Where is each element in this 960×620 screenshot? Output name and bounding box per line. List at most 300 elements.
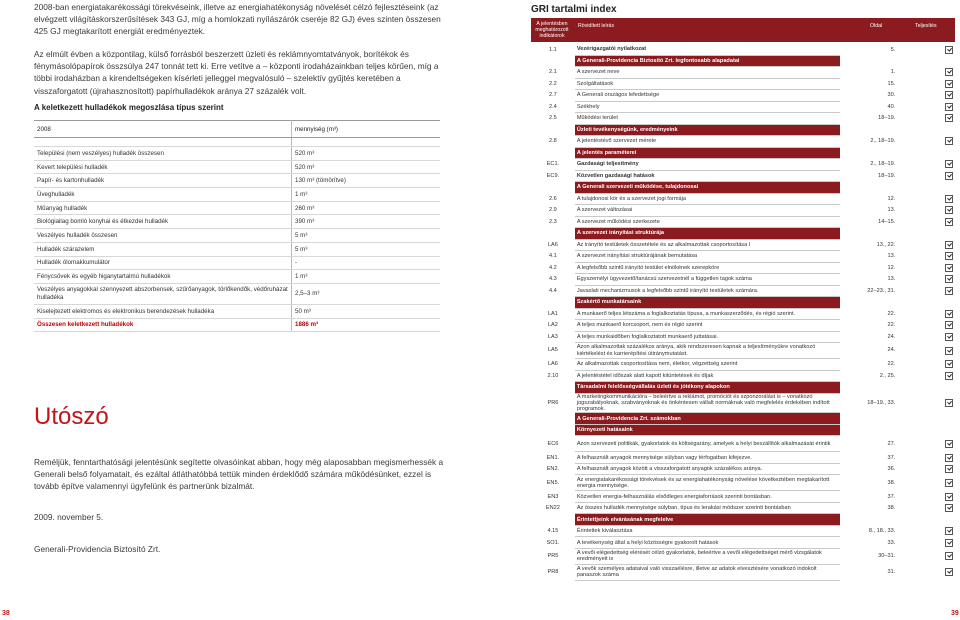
gri-row xyxy=(531,463,955,475)
page-reference: 27. xyxy=(887,440,896,447)
completion-cell xyxy=(899,216,955,228)
page-reference: 40. xyxy=(887,103,896,110)
gri-row xyxy=(531,452,955,464)
indicator-code: 1.1 xyxy=(549,46,557,53)
indicator-code xyxy=(531,147,575,159)
gri-row xyxy=(531,159,955,171)
completion-cell xyxy=(899,182,955,194)
page-reference xyxy=(840,147,900,159)
waste-table-header-row xyxy=(34,121,440,138)
gri-row xyxy=(531,525,955,537)
waste-quantity: 520 m³ xyxy=(292,160,441,174)
indicator-code: 4.1 xyxy=(549,253,557,260)
page-reference: 37. xyxy=(887,493,896,500)
checkbox-checked-icon xyxy=(945,114,953,122)
completion-cell xyxy=(899,491,955,503)
checkbox-checked-icon xyxy=(945,465,953,473)
indicator-code: EC6 xyxy=(547,440,559,447)
table-row xyxy=(34,147,440,161)
indicator-description: A szervezet neve xyxy=(575,67,840,79)
gri-row xyxy=(531,359,955,371)
completion-cell xyxy=(899,274,955,286)
checkbox-checked-icon xyxy=(945,160,953,168)
page-reference: 37. xyxy=(887,454,896,461)
completion-cell xyxy=(899,308,955,320)
indicator-description: A szervezet változásai xyxy=(575,205,840,217)
gri-table xyxy=(531,44,955,581)
checkbox-checked-icon xyxy=(945,493,953,501)
waste-type: Fénycsövek és egyéb higanytartalmú hulladékok xyxy=(34,270,292,284)
page-reference: 18–19., 33. xyxy=(867,399,896,406)
page-reference: 13. xyxy=(887,276,896,283)
header-indicator: A jelentésben meghatározott indikátorok xyxy=(535,21,569,39)
page-reference: 15. xyxy=(887,80,896,87)
gri-row xyxy=(531,251,955,263)
checkbox-checked-icon xyxy=(945,252,953,260)
section-row xyxy=(531,424,955,436)
indicator-code: 2.4 xyxy=(549,103,557,110)
gri-row xyxy=(531,393,955,413)
page-reference: 13. xyxy=(887,253,896,260)
gri-row xyxy=(531,491,955,503)
gri-row xyxy=(531,44,955,55)
page-reference xyxy=(840,382,900,394)
indicator-code xyxy=(531,514,575,526)
gri-row xyxy=(531,331,955,343)
completion-cell xyxy=(899,205,955,217)
gri-row xyxy=(531,90,955,102)
waste-quantity: 5 m³ xyxy=(292,229,441,243)
waste-type: Kiselejtezett elektromos és elektronikus berendezések hulladéka xyxy=(34,304,292,318)
indicator-description: A legfelsőbb szintű irányító testület elnökének szerepköre xyxy=(575,262,840,274)
checkbox-checked-icon xyxy=(945,275,953,283)
section-row xyxy=(531,147,955,159)
page-reference: 13. xyxy=(887,207,896,214)
gri-table-header xyxy=(531,18,955,42)
waste-type: Műanyag hulladék xyxy=(34,201,292,215)
indicator-code: LA1 xyxy=(547,310,558,317)
indicator-description: Érintettek kiválasztása xyxy=(575,525,840,537)
indicator-description: A szervezet működési szerkezete xyxy=(575,216,840,228)
indicator-description: Szakértő munkatársaink xyxy=(575,297,840,309)
indicator-code xyxy=(531,382,575,394)
completion-cell xyxy=(899,147,955,159)
waste-quantity: 260 m³ xyxy=(292,201,441,215)
indicator-description: A tulajdonosi kör és a szervezet jogi formája xyxy=(575,193,840,205)
completion-cell xyxy=(899,251,955,263)
waste-quantity: 5 m³ xyxy=(292,242,441,256)
gri-row xyxy=(531,370,955,382)
indicator-description: A marketingkommunikációra – beleértve a reklámot, promóciót és szponzorálást is – vonatkozó jogszabályoknak, szabványoknak és önkéntesen vállalt normáknak való megfelelés érdekében indított programok. xyxy=(575,393,840,413)
table-row xyxy=(34,270,440,284)
indicator-description: Székhely xyxy=(575,101,840,113)
table-row xyxy=(34,242,440,256)
completion-cell xyxy=(899,159,955,171)
page-reference xyxy=(840,182,900,194)
indicator-code xyxy=(531,424,575,436)
company-signature: Generali-Providencia Biztosító Zrt. xyxy=(34,544,161,554)
indicator-description: Az alkalmazottak csoportosítása nem, életkor, végzettség szerint xyxy=(575,359,840,371)
gri-row xyxy=(531,78,955,90)
page-reference: 31. xyxy=(887,569,896,576)
gri-row xyxy=(531,216,955,228)
checkbox-checked-icon xyxy=(945,568,953,576)
indicator-code: EN3 xyxy=(547,493,559,500)
waste-type: Hulladék ólomakkumulátor xyxy=(34,256,292,270)
indicator-description: A vevők személyes adataival való visszaélésre, illetve az adatok elvesztésére vonatkozó indokolt panaszok száma xyxy=(575,564,840,580)
checkbox-checked-icon xyxy=(945,321,953,329)
gri-row xyxy=(531,502,955,514)
waste-quantity: 1 m³ xyxy=(292,188,441,202)
gri-row xyxy=(531,239,955,251)
page-number-left: 38 xyxy=(2,610,10,617)
page-reference xyxy=(840,124,900,136)
waste-quantity: 50 m³ xyxy=(292,304,441,318)
table-row xyxy=(34,256,440,270)
waste-table-title: A keletkezett hulladékok megoszlása típus szerint xyxy=(34,103,224,112)
checkbox-checked-icon xyxy=(945,195,953,203)
waste-quantity: 1 m³ xyxy=(292,270,441,284)
table-row xyxy=(34,304,440,318)
closing-heading: Utószó xyxy=(34,403,109,430)
gri-row xyxy=(531,101,955,113)
completion-cell xyxy=(899,463,955,475)
gri-row xyxy=(531,285,955,297)
table-row xyxy=(34,160,440,174)
total-value: 1886 m³ xyxy=(292,318,441,332)
indicator-description: Azon alkalmazottak százalékos aránya, akik rendszeresen kapnak a teljesítményükre vonatkozó kiértékelést és karrierépítési útiránymutatást. xyxy=(575,343,840,359)
indicator-description: Érintettjeink elvárásának megfelelve xyxy=(575,514,840,526)
page-reference: 38. xyxy=(887,505,896,512)
indicator-description: Egyszemélyi ügyvezető/tanácsú szervezetnél a független tagok száma xyxy=(575,274,840,286)
indicator-code: 2.5 xyxy=(549,115,557,122)
gri-row xyxy=(531,564,955,580)
indicator-description: Az összes hulladék mennyisége súlyban, típus és lerakási módszer szerinti bontásban xyxy=(575,502,840,514)
indicator-description: A tevékenység által a helyi közösségre gyakorolt hatások xyxy=(575,537,840,549)
page-reference: 13., 22. xyxy=(876,241,896,248)
indicator-code xyxy=(531,55,575,67)
checkbox-checked-icon xyxy=(945,103,953,111)
indicator-code: 2.9 xyxy=(549,207,557,214)
total-label: Összesen keletkezett hulladékok xyxy=(34,318,292,332)
waste-quantity: - xyxy=(292,256,441,270)
page-reference: 2., 18–19. xyxy=(870,138,896,145)
indicator-description: Azon szervezeti politikák, gyakorlatok és költségarány, amelyek a helyi beszállítók alkalmazását érintik xyxy=(575,436,840,452)
completion-cell xyxy=(899,136,955,148)
page-reference: 22. xyxy=(887,361,896,368)
section-row xyxy=(531,382,955,394)
completion-cell xyxy=(899,170,955,182)
completion-cell xyxy=(899,548,955,564)
spacer-cell xyxy=(292,138,441,147)
indicator-code: 4.3 xyxy=(549,276,557,283)
checkbox-checked-icon xyxy=(945,218,953,226)
checkbox-checked-icon xyxy=(945,539,953,547)
checkbox-checked-icon xyxy=(945,440,953,448)
indicator-code: LA2 xyxy=(547,322,558,329)
indicator-code: 4.15 xyxy=(547,528,559,535)
right-page xyxy=(480,0,960,620)
waste-type: Kevert települési hulladék xyxy=(34,160,292,174)
waste-type: Veszélyes hulladék összesen xyxy=(34,229,292,243)
indicator-description: Az energiatakarékossági törekvések és az energiahatékonyság növelése következtében megtakarított energia mennyisége. xyxy=(575,475,840,491)
completion-cell xyxy=(899,502,955,514)
page-reference: 12. xyxy=(887,195,896,202)
page-reference: 1. xyxy=(890,69,896,76)
section-row xyxy=(531,182,955,194)
indicator-description: A szervezet irányítási struktúrájának bemutatása xyxy=(575,251,840,263)
checkbox-checked-icon xyxy=(945,333,953,341)
indicator-code xyxy=(531,228,575,240)
completion-cell xyxy=(899,393,955,413)
paper-usage-paragraph: Az elmúlt évben a központilag, külső forrásból beszerzett üzleti és reklámnyomtatványok, borítékok és fénymásolópapírok összsúlya 247 tonnát tett ki. Erre vetítve a – központi irodaházainkban teljes körűen, míg a többi irodaházban a kirendeltségeken kísérleti jelleggel megvalósuló – szelektív gyűjtés keretében a visszaforgatott (újrahasznosított) papírhulladékok aránya 27 százalék volt. xyxy=(34,49,439,96)
section-row xyxy=(531,297,955,309)
page-reference xyxy=(840,55,900,67)
checkbox-checked-icon xyxy=(945,399,953,407)
section-row xyxy=(531,413,955,425)
checkbox-checked-icon xyxy=(945,287,953,295)
completion-cell xyxy=(899,78,955,90)
indicator-description: Társadalmi felelősségvállalás üzleti és jótékony alapokon xyxy=(575,382,840,394)
indicator-code: PR5 xyxy=(547,553,559,560)
indicator-description: Közvetlen gazdasági hatások xyxy=(575,170,840,182)
completion-cell xyxy=(899,297,955,309)
completion-cell xyxy=(899,382,955,394)
table-row xyxy=(34,201,440,215)
completion-cell xyxy=(899,413,955,425)
completion-cell xyxy=(899,370,955,382)
gri-row xyxy=(531,262,955,274)
completion-cell xyxy=(899,228,955,240)
page-reference xyxy=(840,424,900,436)
section-row xyxy=(531,124,955,136)
closing-paragraph: Reméljük, fenntarthatósági jelentésünk segítette olvasóinkat abban, hogy még alaposabban megismerhessék a Generali belső folyamatait, és ezáltal átláthatóbbá tettük minden érdeklődő számára működésünket, ezzel is tovább építve valamennyi ügyfelünk és partnerünk bizalmát. xyxy=(34,457,444,492)
spacer-row xyxy=(34,138,440,147)
indicator-description: A Generali szervezeti működése, tulajdonosai xyxy=(575,182,840,194)
gri-row xyxy=(531,343,955,359)
indicator-code: 4.2 xyxy=(549,264,557,271)
indicator-description: A teljes munkaerő korcsoport, nem és régió szerint xyxy=(575,320,840,332)
indicator-code: 2.1 xyxy=(549,69,557,76)
waste-type: Veszélyes anyagokkal szennyezett abszorbensek, szűrőanyagok, törlőkendők, védőruházat hulladéka xyxy=(34,283,292,304)
completion-cell xyxy=(899,193,955,205)
page-reference: 2., 25. xyxy=(879,372,896,379)
waste-table xyxy=(34,120,440,332)
page-reference: 38. xyxy=(887,479,896,486)
indicator-code: 2.2 xyxy=(549,80,557,87)
page-reference: 5. xyxy=(890,46,896,53)
page-reference: 12. xyxy=(887,264,896,271)
indicator-code: LA5 xyxy=(547,347,558,354)
page-reference: 30–31. xyxy=(878,553,896,560)
completion-cell xyxy=(899,331,955,343)
completion-cell xyxy=(899,67,955,79)
header-quantity: mennyiség (m³) xyxy=(292,121,441,138)
completion-cell xyxy=(899,475,955,491)
indicator-description: A jelentés paraméterei xyxy=(575,147,840,159)
spacer-cell xyxy=(34,138,292,147)
indicator-description: A felhasznált anyagok mennyisége súlyban vagy térfogatban kifejezve. xyxy=(575,452,840,464)
indicator-code: 2.8 xyxy=(549,138,557,145)
indicator-description: A Generali-Providencia Biztosító Zrt. legfontosabb alapadatai xyxy=(575,55,840,67)
checkbox-checked-icon xyxy=(945,46,953,54)
indicator-description: Javaslati mechanizmusok a legfelsőbb szintű irányító testületek számára. xyxy=(575,285,840,297)
completion-cell xyxy=(899,359,955,371)
page-reference: 24. xyxy=(887,333,896,340)
indicator-code xyxy=(531,124,575,136)
indicator-code: 2.10 xyxy=(547,372,559,379)
indicator-code: 4.4 xyxy=(549,287,557,294)
completion-cell xyxy=(899,525,955,537)
completion-cell xyxy=(899,124,955,136)
indicator-code: LA6 xyxy=(547,361,558,368)
table-row xyxy=(34,229,440,243)
total-row xyxy=(34,318,440,332)
indicator-description: Gazdasági teljesítmény xyxy=(575,159,840,171)
waste-quantity: 520 m³ xyxy=(292,147,441,161)
gri-row xyxy=(531,113,955,125)
section-row xyxy=(531,514,955,526)
page-reference: 8., 18., 33. xyxy=(868,528,896,535)
indicator-description: A vevői elégedettség elérését célzó gyakorlatok, beleértve a vevői elégedettséget mérő vizsgálatok eredményeit is xyxy=(575,548,840,564)
gri-row xyxy=(531,320,955,332)
gri-index-title: GRI tartalmi index xyxy=(531,4,617,15)
completion-cell xyxy=(899,101,955,113)
indicator-code: EC9. xyxy=(546,172,560,179)
section-row xyxy=(531,55,955,67)
indicator-description: Szolgáltatások xyxy=(575,78,840,90)
checkbox-checked-icon xyxy=(945,91,953,99)
header-year: 2008 xyxy=(34,121,292,138)
completion-cell xyxy=(899,424,955,436)
indicator-description: Közvetlen energia-felhasználás elsődleges energiaforrások szerinti bontásban. xyxy=(575,491,840,503)
checkbox-checked-icon xyxy=(945,80,953,88)
indicator-code xyxy=(531,297,575,309)
indicator-description: A Generali országos lefedettsége xyxy=(575,90,840,102)
waste-type: Települési (nem veszélyes) hulladék összesen xyxy=(34,147,292,161)
checkbox-checked-icon xyxy=(945,206,953,214)
waste-type: Üveghulladék xyxy=(34,188,292,202)
indicator-description: A felhasznált anyagok között a visszaforgatott anyagok százalékos aránya. xyxy=(575,463,840,475)
checkbox-checked-icon xyxy=(945,360,953,368)
checkbox-checked-icon xyxy=(945,527,953,535)
gri-row xyxy=(531,475,955,491)
checkbox-checked-icon xyxy=(945,172,953,180)
indicator-description: A Generali-Providencia Zrt. számokban xyxy=(575,413,840,425)
page-reference: 24. xyxy=(887,347,896,354)
waste-quantity: 130 m³ (tömörítve) xyxy=(292,174,441,188)
indicator-code: SO1. xyxy=(546,539,560,546)
page-reference: 33. xyxy=(887,539,896,546)
completion-cell xyxy=(899,452,955,464)
checkbox-checked-icon xyxy=(945,504,953,512)
completion-cell xyxy=(899,537,955,549)
indicator-code: EN1. xyxy=(546,454,560,461)
indicator-code xyxy=(531,413,575,425)
indicator-description: Üzleti tevékenységünk, eredményeink xyxy=(575,124,840,136)
indicator-description: A szervezet irányítási struktúrája xyxy=(575,228,840,240)
indicator-code: PR6 xyxy=(547,399,559,406)
page-reference xyxy=(840,413,900,425)
checkbox-checked-icon xyxy=(945,372,953,380)
gri-row xyxy=(531,67,955,79)
waste-quantity: 390 m³ xyxy=(292,215,441,229)
table-row xyxy=(34,174,440,188)
header-completion: Teljesítés xyxy=(915,23,937,29)
gri-row xyxy=(531,436,955,452)
indicator-code: LA3 xyxy=(547,333,558,340)
indicator-code: 2.6 xyxy=(549,195,557,202)
gri-row xyxy=(531,548,955,564)
checkbox-checked-icon xyxy=(945,552,953,560)
page-reference: 30. xyxy=(887,92,896,99)
completion-cell xyxy=(899,320,955,332)
indicator-code: LA6 xyxy=(547,241,558,248)
indicator-description: A jelentéstévő szervezet mérete xyxy=(575,136,840,148)
indicator-description: A jelentéstétel időszak alatt kapott kitüntetések és díjak xyxy=(575,370,840,382)
checkbox-checked-icon xyxy=(945,68,953,76)
completion-cell xyxy=(899,262,955,274)
checkbox-checked-icon xyxy=(945,137,953,145)
page-reference: 36. xyxy=(887,466,896,473)
checkbox-checked-icon xyxy=(945,264,953,272)
indicator-description: Működési terület xyxy=(575,113,840,125)
completion-cell xyxy=(899,564,955,580)
gri-row xyxy=(531,537,955,549)
header-description: Rövidített leírás xyxy=(578,23,615,29)
page-number-right: 39 xyxy=(951,610,959,617)
intro-paragraph: 2008-ban energiatakarékossági törekvéseink, illetve az energiahatékonyság növelését célzó fejlesztéseink (az elvégzett világításkorszerűsítések 343 GJ, míg a homlokzati nyílászárók cseréje 82 GJ) éves szinten összesen 425 GJ megtakarított energiát eredményeztek. xyxy=(34,2,441,37)
page-reference xyxy=(840,297,900,309)
indicator-description: Az irányító testületek összetétele és az alkalmazottak csoportosítása I xyxy=(575,239,840,251)
completion-cell xyxy=(899,285,955,297)
indicator-description: A teljes munkaidőben foglalkoztatott munkaerő juttatásai. xyxy=(575,331,840,343)
indicator-code xyxy=(531,182,575,194)
table-row xyxy=(34,283,440,304)
waste-type: Hulladék szárazelem xyxy=(34,242,292,256)
waste-type: Biológiailag bomló konyhai és étkezdei hulladék xyxy=(34,215,292,229)
section-row xyxy=(531,228,955,240)
completion-cell xyxy=(899,113,955,125)
page-reference: 22–23., 31. xyxy=(867,287,896,294)
indicator-code: 2.7 xyxy=(549,92,557,99)
waste-type: Papír- és kartonhulladék xyxy=(34,174,292,188)
gri-row xyxy=(531,308,955,320)
checkbox-checked-icon xyxy=(945,479,953,487)
page-reference: 18–19. xyxy=(878,172,896,179)
page-reference: 18–19. xyxy=(878,115,896,122)
completion-cell xyxy=(899,55,955,67)
completion-cell xyxy=(899,514,955,526)
completion-cell xyxy=(899,239,955,251)
gri-row xyxy=(531,136,955,148)
indicator-code: EN5. xyxy=(546,479,560,486)
indicator-code: PR8 xyxy=(547,569,559,576)
page-reference: 22. xyxy=(887,322,896,329)
checkbox-checked-icon xyxy=(945,347,953,355)
indicator-description: Környezeti hatásaink xyxy=(575,424,840,436)
checkbox-checked-icon xyxy=(945,241,953,249)
date-line: 2009. november 5. xyxy=(34,512,104,522)
page-reference: 22. xyxy=(887,310,896,317)
page-reference xyxy=(840,228,900,240)
page-reference: 2., 18–19. xyxy=(870,161,896,168)
completion-cell xyxy=(899,343,955,359)
indicator-code: EC1. xyxy=(546,161,560,168)
header-page: Oldal xyxy=(870,23,883,29)
completion-cell xyxy=(899,90,955,102)
indicator-description: A munkaerő teljes létszáma a foglalkoztatás típusa, a munkaszerződés, és régió szerint. xyxy=(575,308,840,320)
